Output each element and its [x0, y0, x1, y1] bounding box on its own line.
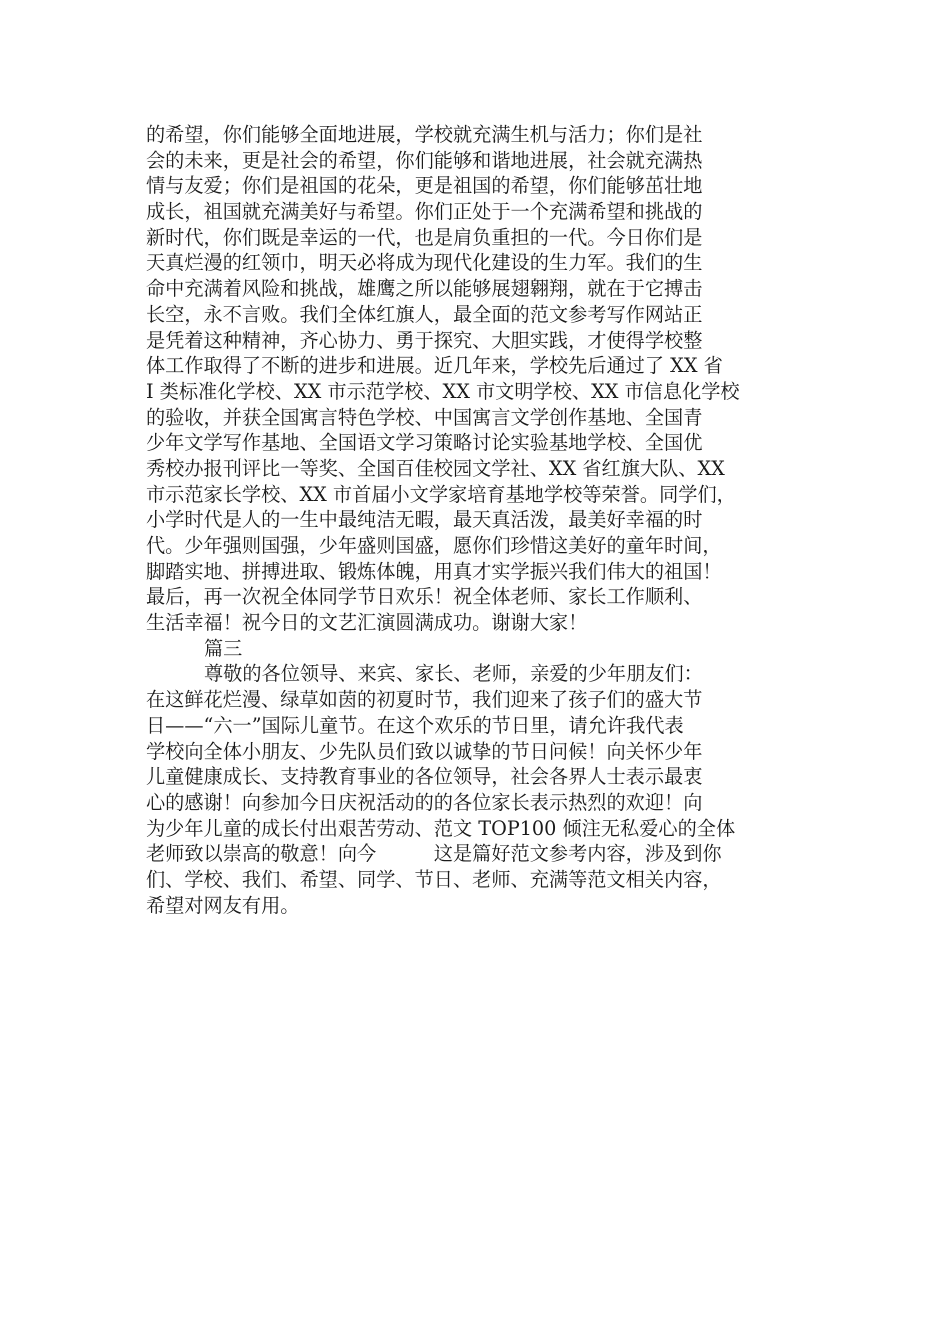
- text-line: 情与友爱；你们是祖国的花朵，更是祖国的希望，你们能够茁壮地: [146, 174, 703, 198]
- text-line: 市示范家长学校、XX 市首届小文学家培育基地学校等荣誉。同学们，: [146, 482, 736, 506]
- text-line: 少年文学写作基地、全国语文学习策略讨论实验基地学校、全国优: [146, 431, 703, 455]
- text-line: 生活幸福！祝今日的文艺汇演圆满成功。谢谢大家！: [146, 611, 588, 635]
- text-line: 在这鲜花烂漫、绿草如茵的初夏时节，我们迎来了孩子们的盛大节: [146, 688, 703, 712]
- text-line: I 类标准化学校、XX 市示范学校、XX 市文明学校、XX 市信息化学校: [146, 379, 740, 403]
- text-line: 代。少年强则国强，少年盛则国盛，愿你们珍惜这美好的童年时间，: [146, 534, 722, 557]
- text-line: 长空，永不言败。我们全体红旗人，最全面的范文参考写作网站正: [146, 302, 703, 326]
- text-line: 会的未来，更是社会的希望，你们能够和谐地进展，社会就充满热: [146, 148, 703, 172]
- text-line: 最后，再一次祝全体同学节日欢乐！祝全体老师、家长工作顺利、: [146, 585, 703, 609]
- greeting-line: 尊敬的各位领导、来宾、家长、老师，亲爱的少年朋友们：: [204, 662, 703, 686]
- text-line: 新时代，你们既是幸运的一代，也是肩负重担的一代。今日你们是: [146, 225, 703, 249]
- text-line: 命中充满着风险和挑战，雄鹰之所以能够展翅翱翔，就在于它搏击: [146, 277, 703, 301]
- text-line: 日——“六一”国际儿童节。在这个欢乐的节日里，请允许我代表: [146, 713, 684, 737]
- text-line: 希望对网友有用。: [146, 893, 300, 917]
- text-line: 小学时代是人的一生中最纯洁无暇，最天真活泼，最美好幸福的时: [146, 508, 703, 532]
- text-line: 心的感谢！向参加今日庆祝活动的的各位家长表示热烈的欢迎！向: [146, 790, 703, 814]
- text-line: 是凭着这种精神，齐心协力、勇于探究、大胆实践，才使得学校整: [146, 328, 703, 352]
- text-line: 秀校办报刊评比一等奖、全国百佳校园文学社、XX 省红旗大队、XX: [146, 456, 725, 480]
- section-heading: 篇三: [204, 636, 243, 660]
- text-line: 天真烂漫的红领巾，明天必将成为现代化建设的生力军。我们的生: [146, 251, 703, 275]
- text-line: 儿童健康成长、支持教育事业的各位领导，社会各界人士表示最衷: [146, 765, 703, 789]
- document-body: [146, 122, 826, 918]
- text-line: 学校向全体小朋友、少先队员们致以诚挚的节日问候！向关怀少年: [146, 739, 703, 763]
- text-line: 老师致以崇高的敬意！向今 这是篇好范文参考内容，涉及到你: [146, 842, 722, 866]
- text-line: 体工作取得了不断的进步和进展。近几年来，学校先后通过了 XX 省: [146, 354, 723, 378]
- text-line: 的验收，并获全国寓言特色学校、中国寓言文学创作基地、全国青: [146, 405, 703, 429]
- text-line: 脚踏实地、拼搏进取、锻炼体魄，用真才实学振兴我们伟大的祖国！: [146, 559, 722, 583]
- text-line: 们、学校、我们、希望、同学、节日、老师、充满等范文相关内容，: [146, 867, 722, 891]
- text-line: 的希望，你们能够全面地进展，学校就充满生机与活力；你们是社: [146, 123, 703, 146]
- text-line: 为少年儿童的成长付出艰苦劳动、范文 TOP100 倾注无私爱心的全体: [146, 816, 736, 840]
- text-line: 成长，祖国就充满美好与希望。你们正处于一个充满希望和挑战的: [146, 200, 703, 224]
